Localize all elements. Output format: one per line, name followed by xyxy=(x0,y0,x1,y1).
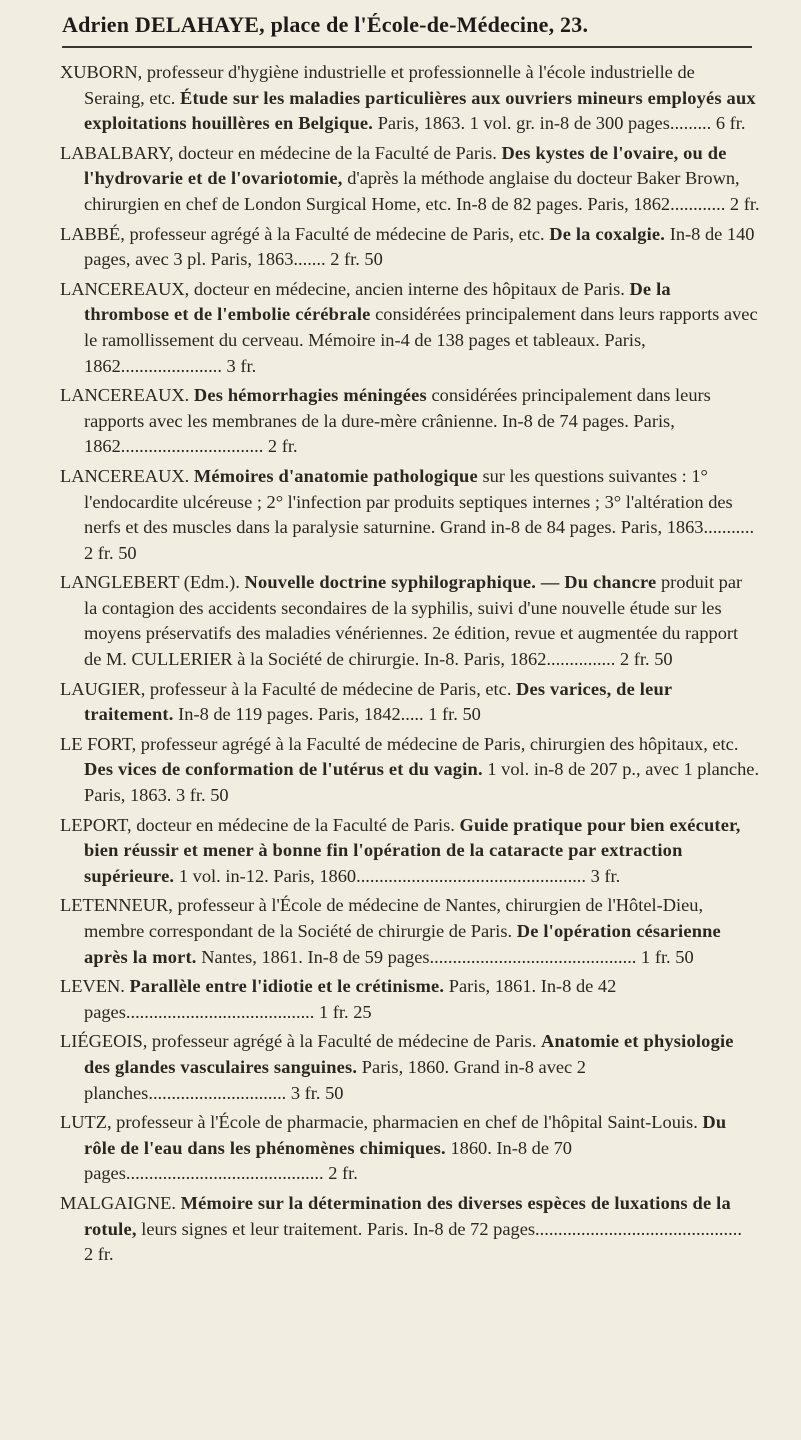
entry-author: LUTZ, professeur à l'École de pharmacie, pharmacien en chef de l'hôpital Saint-Louis. xyxy=(60,1112,698,1133)
entry-title: Du rôle de l'eau dans les phénomènes chimiques. xyxy=(84,1112,727,1158)
entry-title: Mémoire sur la détermination des diverses espèces de luxations de la rotule, xyxy=(84,1192,731,1239)
entry-author: LEVEN. xyxy=(60,976,125,997)
catalog-entry xyxy=(60,732,760,809)
entry-details: sur les questions suivantes : 1° l'endocardite ulcéreuse ; 2° l'infection par produits septiques internes ; 3° l'altération des nerfs et des muscles dans la paralysie saturnine. Grand in-8 de 84 pages. Paris, 1863........... xyxy=(84,465,755,538)
catalog-entries xyxy=(60,60,760,1272)
entry-details: considérées principalement dans leurs rapports avec les membranes de la dure-mère crânienne. In-8 de 74 pages. Paris, 1862............................... xyxy=(84,385,711,457)
entry-title: Parallèle entre l'idiotie et le crétinisme. xyxy=(129,976,445,997)
entry-title: Des kystes de l'ovaire, ou de l'hydrovarie et de l'ovariotomie, xyxy=(84,142,727,189)
entry-price: 6 fr. xyxy=(715,113,746,134)
entry-author: LIÉGEOIS, professeur agrégé à la Faculté de médecine de Paris. xyxy=(60,1031,537,1052)
publisher-header: Adrien DELAHAYE, place de l'École-de-Médecine, 23. xyxy=(62,12,589,37)
entry-author: LANGLEBERT (Edm.). xyxy=(60,572,240,593)
catalog-entry xyxy=(60,893,760,970)
entry-author: LABBÉ, professeur agrégé à la Faculté de médecine de Paris, etc. xyxy=(60,223,545,244)
entry-details: Paris, 1863. 1 vol. gr. in-8 de 300 pages......... xyxy=(377,113,712,134)
catalog-entry xyxy=(60,974,760,1025)
entry-price: 2 fr. xyxy=(328,1163,358,1184)
entry-details: Paris, 1860. Grand in-8 avec 2 planches.............................. xyxy=(84,1056,587,1103)
catalog-entry xyxy=(60,1110,760,1187)
entry-author: LAUGIER, professeur à la Faculté de médecine de Paris, etc. xyxy=(60,678,512,699)
entry-price: 2 fr. 50 xyxy=(619,649,673,670)
entry-price: 2 fr. 50 xyxy=(330,249,383,270)
entry-details: produit par la contagion des accidents secondaires de la syphilis, suivi d'une nouvelle étude sur les moyens préservatifs des maladies vénériennes. 2e édition, revue et augmentée du rapport de M. CULLERIER à la Société de chirurgie. In-8. Paris, 1862............... xyxy=(84,572,743,670)
entry-price: 1 fr. 25 xyxy=(319,1001,372,1022)
entry-author: LABALBARY, docteur en médecine de la Faculté de Paris. xyxy=(60,142,497,163)
entry-title: Mémoires d'anatomie pathologique xyxy=(193,465,478,486)
entry-details: Nantes, 1861. In-8 de 59 pages............................................. xyxy=(201,946,637,967)
catalog-entry xyxy=(60,1029,760,1106)
entry-price: 3 fr. 50 xyxy=(290,1082,344,1103)
entry-price: 2 fr. xyxy=(84,1244,114,1265)
entry-title: De la coxalgie. xyxy=(549,223,666,244)
entry-price: 2 fr. xyxy=(729,193,760,214)
entry-title: Des varices, de leur traitement. xyxy=(84,678,672,725)
entry-author: LANCEREAUX, docteur en médecine, ancien interne des hôpitaux de Paris. xyxy=(60,278,625,299)
entry-price: 1 fr. 50 xyxy=(641,946,694,967)
catalog-entry xyxy=(60,222,760,273)
catalog-entry xyxy=(60,570,760,672)
entry-author: LE FORT, professeur agrégé à la Faculté de médecine de Paris, chirurgien des hôpitaux, etc. xyxy=(60,733,739,754)
entry-title: De la thrombose et de l'embolie cérébrale xyxy=(84,278,671,325)
catalog-entry xyxy=(60,277,760,379)
catalog-entry xyxy=(60,464,760,566)
catalog-entry xyxy=(60,1191,760,1268)
entry-title: Anatomie et physiologie des glandes vasculaires sanguines. xyxy=(84,1031,734,1077)
entry-title: Des hémorrhagies méningées xyxy=(193,385,427,406)
catalog-entry xyxy=(60,383,760,460)
entry-price: 3 fr. xyxy=(590,865,621,886)
entry-title: Guide pratique pour bien exécuter, bien réussir et mener à bonne fin l'opération de la cataracte par extraction supérieure. xyxy=(84,814,741,886)
entry-details: Paris, 1861. In-8 de 42 pages......................................... xyxy=(84,976,617,1022)
entry-price: 1 fr. 50 xyxy=(428,704,481,725)
entry-title: Des vices de conformation de l'utérus et du vagin. xyxy=(84,759,483,780)
entry-author: MALGAIGNE. xyxy=(60,1192,176,1213)
header-rule xyxy=(62,46,752,48)
entry-author: LANCEREAUX. xyxy=(60,385,190,406)
entry-price: 2 fr. 50 xyxy=(84,542,137,563)
entry-details: In-8 de 140 pages, avec 3 pl. Paris, 1863....... xyxy=(84,223,755,270)
entry-author: XUBORN, professeur d'hygiène industrielle et professionnelle à l'école industrielle de Seraing, etc. xyxy=(60,62,695,108)
entry-details: leurs signes et leur traitement. Paris. In-8 de 72 pages............................................. xyxy=(141,1218,742,1239)
entry-title: Étude sur les maladies particulières aux ouvriers mineurs employés aux exploitations houillères en Belgique. xyxy=(84,87,756,134)
catalog-entry xyxy=(60,141,760,218)
entry-author: LEPORT, docteur en médecine de la Faculté de Paris. xyxy=(60,814,455,835)
catalog-entry xyxy=(60,677,760,728)
entry-details: 1 vol. in-8 de 207 p., avec 1 planche. Paris, 1863. xyxy=(84,759,760,806)
entry-details: considérées principalement dans leurs rapports avec le ramollissement du cerveau. Mémoire in-4 de 138 pages et tableaux. Paris, 1862...................... xyxy=(84,304,758,376)
entry-details: 1860. In-8 de 70 pages........................................... xyxy=(84,1137,572,1184)
catalog-entry xyxy=(60,60,760,137)
entry-price: 2 fr. xyxy=(267,436,298,457)
entry-details: In-8 de 119 pages. Paris, 1842..... xyxy=(178,704,424,725)
entry-price: 3 fr. 50 xyxy=(175,785,229,806)
catalog-entry xyxy=(60,813,760,890)
entry-title: De l'opération césarienne après la mort. xyxy=(84,921,721,967)
entry-title: Nouvelle doctrine syphilographique. — Du chancre xyxy=(244,572,657,593)
entry-price: 3 fr. xyxy=(226,355,257,376)
entry-details: d'après la méthode anglaise du docteur Baker Brown, chirurgien en chef de London Surgical Home, etc. In-8 de 82 pages. Paris, 1862............ xyxy=(84,168,740,214)
entry-author: LANCEREAUX. xyxy=(60,465,190,486)
entry-details: 1 vol. in-12. Paris, 1860.................................................. xyxy=(178,865,586,886)
entry-author: LETENNEUR, professeur à l'École de médecine de Nantes, chirurgien de l'Hôtel-Dieu, membre correspondant de la Société de chirurgie de Paris. xyxy=(60,895,704,941)
